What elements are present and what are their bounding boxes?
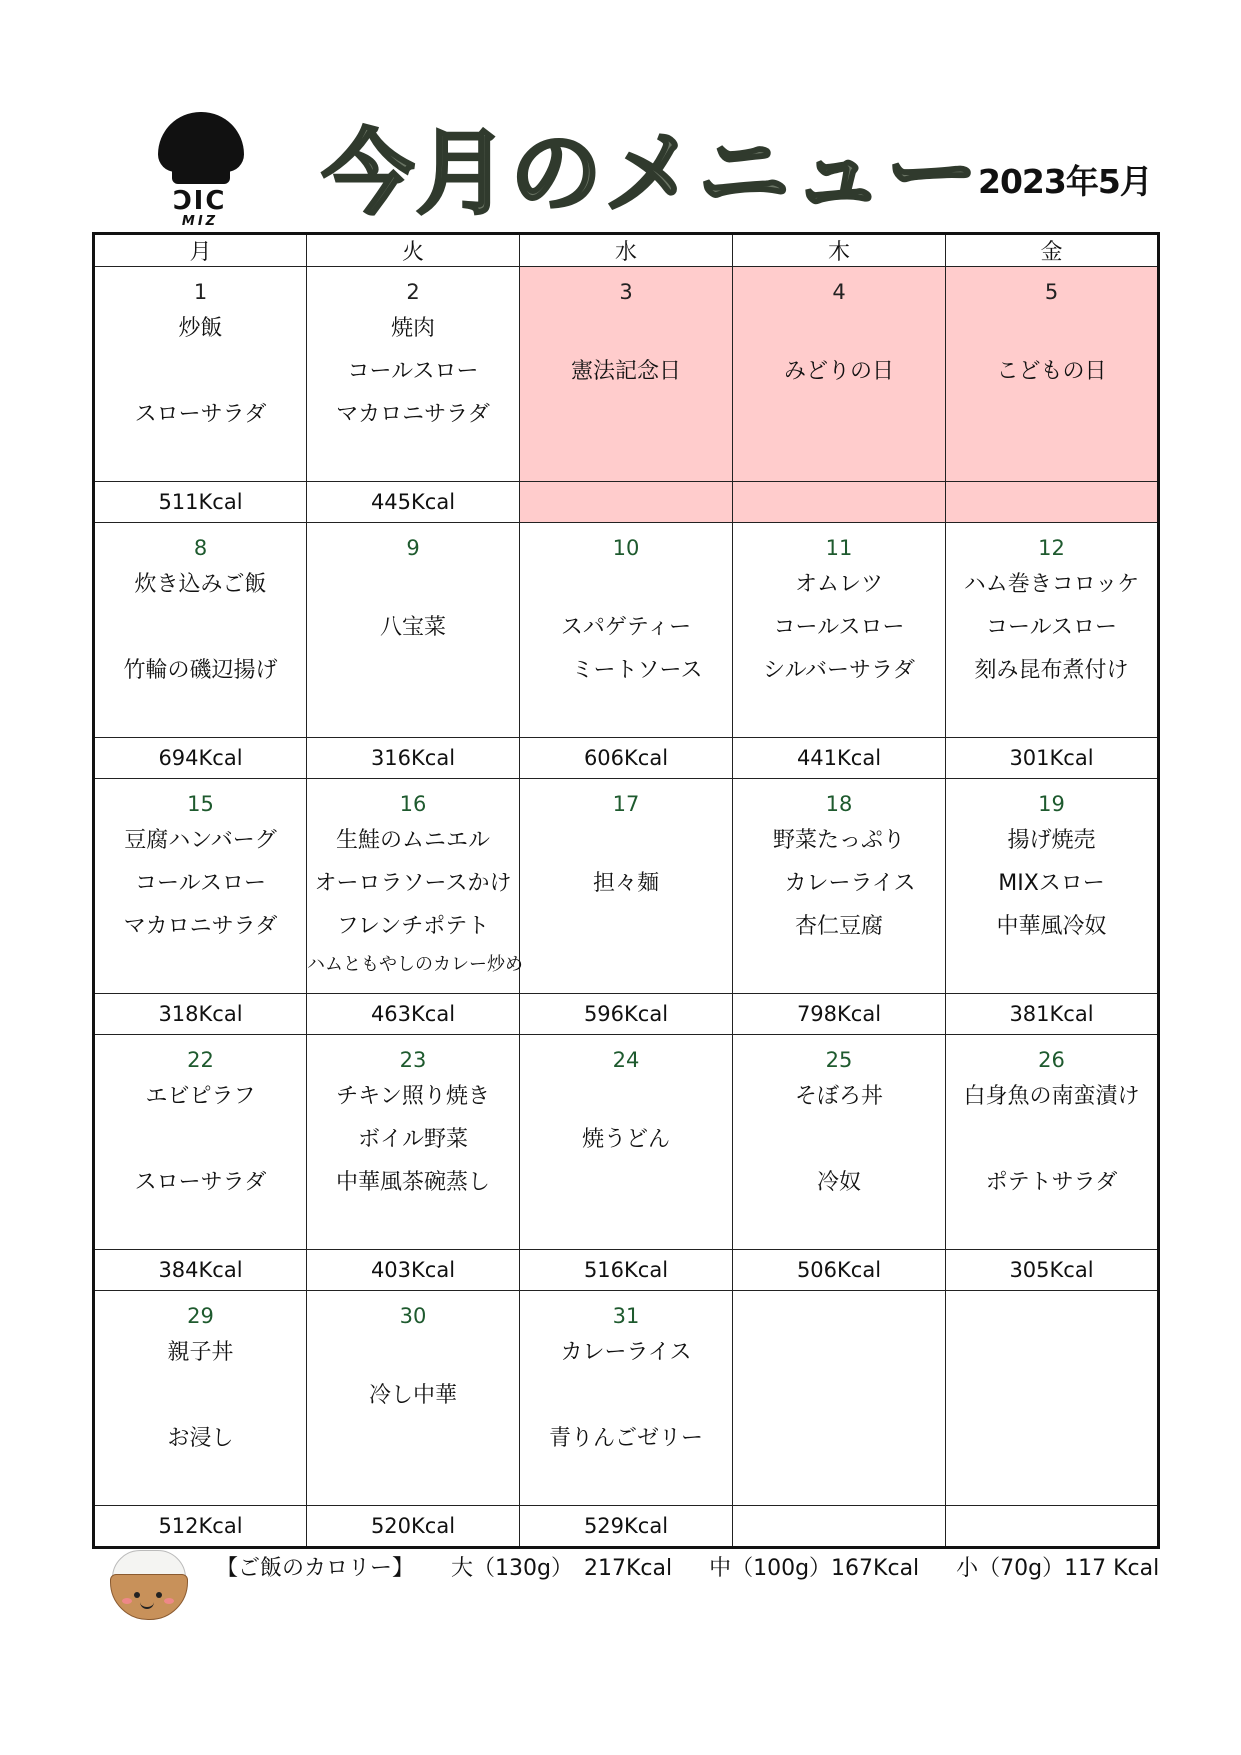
menu-item: マカロニサラダ [336,402,490,427]
day-number: 10 [612,536,640,560]
day-cell [307,523,520,738]
menu-row [94,1291,1159,1506]
day-number: 3 [619,280,633,304]
kcal-cell: 463Kcal [307,994,520,1035]
kcal-cell [946,482,1159,523]
menu-row [94,1035,1159,1250]
day-number: 29 [187,1304,214,1328]
kcal-cell: 381Kcal [946,994,1159,1035]
menu-item-small: ハムともやしのカレー炒め [307,954,523,975]
kcal-row [94,738,1159,779]
kcal-cell: 305Kcal [946,1250,1159,1291]
menu-item: スローサラダ [134,402,267,427]
menu-item: オーロラソースかけ [314,871,512,896]
day-cell [733,1035,946,1250]
rice-medium: 中（100g）167Kcal [709,1556,920,1581]
day-cell [94,267,307,482]
menu-row [94,523,1159,738]
rice-calorie-label: 【ご飯のカロリー】 [216,1556,415,1581]
kcal-row [94,1250,1159,1291]
menu-item: こどもの日 [996,359,1107,384]
weekday-header-row [94,234,1159,267]
menu-item: スローサラダ [134,1170,267,1195]
menu-item: カレーライス [560,1340,692,1365]
menu-item: 炊き込みご飯 [134,572,267,597]
day-cell [946,523,1159,738]
menu-calendar [92,232,1160,1549]
day-number: 17 [612,792,640,816]
day-number: 15 [187,792,214,816]
menu-item: コールスロー [347,359,479,384]
day-number: 16 [399,792,427,816]
menu-item: 親子丼 [167,1340,234,1365]
day-number: 4 [832,280,846,304]
day-number: 9 [406,536,420,560]
kcal-cell: 506Kcal [733,1250,946,1291]
menu-item: 豆腐ハンバーグ [124,828,277,853]
kcal-row [94,994,1159,1035]
menu-item: 冷し中華 [368,1383,457,1408]
menu-item [520,307,732,350]
day-cell [520,779,733,994]
menu-item: コールスロー [986,615,1117,640]
day-number: 11 [825,536,853,560]
menu-item: MIXスロー [998,871,1105,896]
day-cell [520,1291,733,1506]
day-cell [94,1035,307,1250]
day-number: 30 [399,1304,427,1328]
day-number: 5 [1044,280,1059,304]
menu-item [95,1374,306,1417]
menu-item [733,1118,945,1161]
menu-item: コールスロー [135,871,266,896]
menu-item: コールスロー [773,615,905,640]
menu-item: オムレツ [794,572,883,597]
kcal-cell: 511Kcal [94,482,307,523]
weekday-wed: 水 [520,234,733,267]
kcal-cell: 512Kcal [94,1506,307,1548]
menu-item [520,1374,732,1417]
chef-hat-icon [158,112,244,172]
day-number: 12 [1038,536,1065,560]
kcal-cell: 301Kcal [946,738,1159,779]
day-cell [520,523,733,738]
day-cell [307,1291,520,1506]
menu-item: 野菜たっぷり [772,828,905,853]
kcal-row [94,482,1159,523]
kcal-cell [733,1506,946,1548]
kcal-row [94,1506,1159,1548]
menu-item: ミートソース [549,658,703,683]
day-cell [946,779,1159,994]
rice-small: 小（70g）117 Kcal [956,1556,1160,1581]
day-number: 1 [193,280,208,304]
menu-item: カレーライス [762,871,916,896]
menu-item [95,606,306,649]
menu-item: チキン照り焼き [336,1084,490,1109]
page-title: 今月のメニュー [322,120,981,227]
menu-item [946,1118,1157,1161]
menu-item: 担々麺 [592,871,659,896]
day-cell [94,1291,307,1506]
menu-item [95,1118,306,1161]
day-number: 19 [1038,792,1065,816]
menu-item: マカロニサラダ [123,914,278,939]
rice-large: 大（130g） 217Kcal [451,1556,673,1581]
menu-row [94,779,1159,994]
menu-item: スパゲティー [560,615,692,640]
day-cell [733,523,946,738]
menu-item: 焼肉 [390,316,435,341]
day-number: 22 [187,1048,214,1072]
kcal-cell: 798Kcal [733,994,946,1035]
kcal-cell: 316Kcal [307,738,520,779]
day-cell [94,523,307,738]
logo-text: ϽIϹ [173,186,227,216]
kcal-cell [733,482,946,523]
weekday-thu: 木 [733,234,946,267]
menu-item: そぼろ丼 [794,1084,883,1109]
kcal-cell: 529Kcal [520,1506,733,1548]
day-cell [307,267,520,482]
menu-item: 白身魚の南蛮漬け [963,1084,1140,1109]
menu-item: ボイル野菜 [357,1127,468,1152]
day-number: 25 [825,1048,853,1072]
menu-item [307,563,519,606]
menu-item: 中華風茶碗蒸し [335,1170,490,1195]
menu-item [520,563,732,606]
menu-item: フレンチポテト [336,914,490,939]
day-number: 2 [406,280,420,304]
menu-item [520,819,732,862]
menu-item: 八宝菜 [379,615,446,640]
menu-item: 竹輪の磯辺揚げ [123,658,278,683]
kcal-cell: 445Kcal [307,482,520,523]
menu-item: ハム巻きコロッケ [963,572,1140,597]
menu-item: 憲法記念日 [570,359,681,384]
kcal-cell: 520Kcal [307,1506,520,1548]
menu-item [307,1331,519,1374]
weekday-fri: 金 [946,234,1159,267]
menu-item [520,1075,732,1118]
chef-hat-logo [150,112,250,230]
logo-subtext: MIZ [181,214,219,229]
calendar-body [94,267,1159,1548]
day-cell [307,779,523,994]
menu-item: シルバーサラダ [763,658,915,683]
rice-bowl-icon [110,1548,186,1620]
day-number: 31 [612,1304,640,1328]
kcal-cell: 516Kcal [520,1250,733,1291]
day-number: 8 [193,536,208,560]
kcal-cell: 441Kcal [733,738,946,779]
menu-row [94,267,1159,482]
day-cell [520,1035,733,1250]
day-cell [733,1291,946,1506]
day-cell [733,267,946,482]
kcal-cell [946,1506,1159,1548]
day-cell [946,267,1159,482]
menu-item: 冷奴 [816,1170,861,1195]
day-number: 26 [1038,1048,1065,1072]
weekday-tue: 火 [307,234,520,267]
kcal-cell [520,482,733,523]
rice-calorie-note [216,1551,1189,1582]
menu-item [95,350,306,393]
day-number: 18 [825,792,853,816]
menu-item: お浸し [167,1426,234,1451]
menu-item: 炒飯 [178,316,223,341]
kcal-cell: 606Kcal [520,738,733,779]
menu-item: 刻み昆布煮付け [974,658,1129,683]
menu-item: 青りんごゼリー [548,1426,703,1451]
day-cell [733,779,946,994]
day-number: 23 [399,1048,427,1072]
day-cell [520,267,733,482]
kcal-cell: 596Kcal [520,994,733,1035]
day-number: 24 [612,1048,640,1072]
kcal-cell: 403Kcal [307,1250,520,1291]
day-cell [94,779,307,994]
day-cell [307,1035,520,1250]
menu-item: ポテトサラダ [985,1170,1118,1195]
menu-item: みどりの日 [783,359,894,384]
month-label: 2023年5月 [978,162,1152,201]
menu-item: 中華風冷奴 [996,914,1107,939]
menu-item: 生鮭のムニエル [335,828,490,853]
menu-item [733,307,945,350]
day-cell [946,1291,1159,1506]
menu-item [946,307,1157,350]
kcal-cell: 318Kcal [94,994,307,1035]
menu-item: 揚げ焼売 [1007,828,1096,853]
kcal-cell: 384Kcal [94,1250,307,1291]
weekday-mon: 月 [94,234,307,267]
day-cell [946,1035,1159,1250]
menu-item: エビピラフ [145,1084,256,1109]
kcal-cell: 694Kcal [94,738,307,779]
menu-item: 焼うどん [581,1127,670,1152]
menu-item: 杏仁豆腐 [794,914,883,939]
